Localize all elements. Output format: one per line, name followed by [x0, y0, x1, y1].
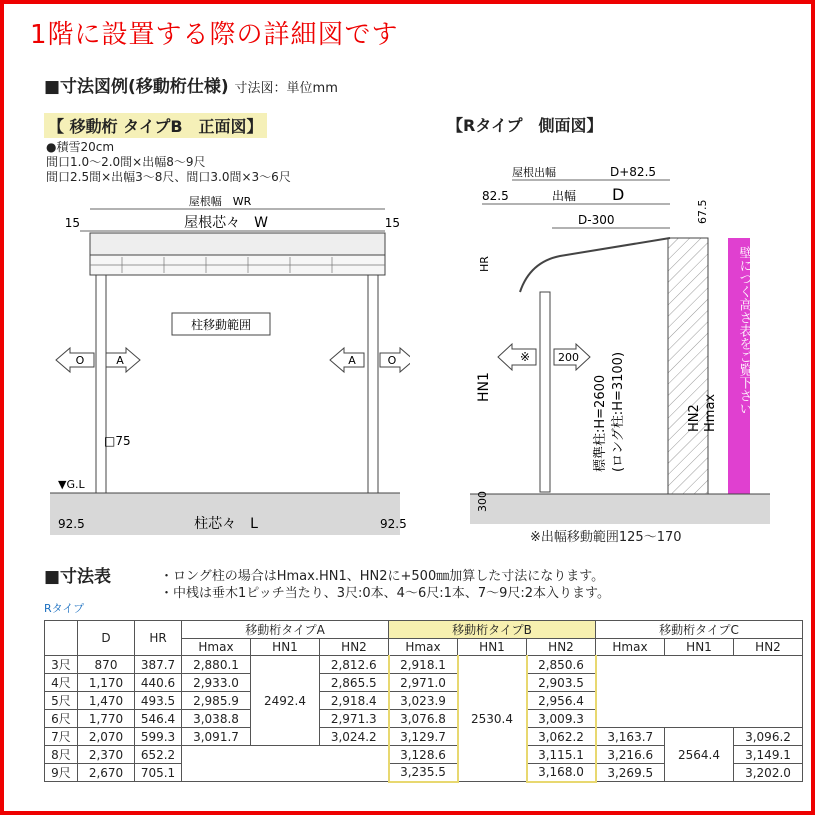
kome-label: ※	[520, 350, 531, 364]
roof-width-label: 屋根幅 WR	[188, 195, 252, 208]
note-long-column: ・ロング柱の場合はHmax.HN1、HN2に+500㎜加算した寸法になります。	[160, 569, 605, 584]
cell-a-hn2: 3,024.2	[320, 728, 389, 746]
front-view-label: 【 移動桁 タイプB 正面図】	[44, 113, 267, 138]
cell-size: 8尺	[45, 746, 78, 764]
cell-a-hn2: 2,812.6	[320, 656, 389, 674]
cell-hr: 440.6	[135, 674, 182, 692]
cell-a-hn2: 2,971.3	[320, 710, 389, 728]
left-925: 92.5	[58, 517, 85, 531]
dimension-heading	[44, 72, 338, 97]
front-view-diagram	[40, 195, 410, 540]
right-15: 15	[384, 216, 400, 230]
cell-b-hn2: 3,168.0	[527, 764, 596, 782]
b-hn2-head: HN2	[527, 639, 596, 656]
roof-core-label: 屋根芯々 W	[184, 215, 268, 231]
group-a: 移動桁タイプA	[182, 621, 389, 639]
front-notes	[46, 140, 291, 185]
long-col-label: (ロング柱:H=3100)	[611, 351, 626, 472]
cell-b-hmax: 3,023.9	[389, 692, 458, 710]
right-post	[368, 275, 378, 493]
head-d: D	[78, 621, 135, 656]
b-hmax-head: Hmax	[389, 639, 458, 656]
cell-d: 1,770	[78, 710, 135, 728]
cell-a-hmax: 2,880.1	[182, 656, 251, 674]
c-hn2-head: HN2	[734, 639, 803, 656]
a-hn2-head: HN2	[320, 639, 389, 656]
post-size-label: □75	[104, 434, 131, 448]
c-hn1-head: HN1	[665, 639, 734, 656]
cell-a-hn2: 2,918.4	[320, 692, 389, 710]
arrow-a-left-text: A	[116, 354, 124, 367]
table-heading: ■寸法表	[44, 567, 112, 587]
cell-a-hmax: 2,985.9	[182, 692, 251, 710]
cell-size: 6尺	[45, 710, 78, 728]
side-ground	[470, 494, 770, 524]
table-caption: Rタイプ	[44, 602, 85, 615]
cell-c-hn1: 2564.4	[665, 728, 734, 782]
cell-b-hmax: 3,235.5	[389, 764, 458, 782]
side-view-diagram	[460, 162, 780, 532]
wall	[668, 238, 708, 494]
cell-hr: 546.4	[135, 710, 182, 728]
cell-b-hn1: 2530.4	[458, 656, 527, 782]
cell-b-hmax: 3,076.8	[389, 710, 458, 728]
hn2-label: HN2	[687, 404, 702, 432]
cell-a-hn2: 2,865.5	[320, 674, 389, 692]
cell-a-hmax: 3,038.8	[182, 710, 251, 728]
group-b: 移動桁タイプB	[389, 621, 596, 639]
cell-hr: 599.3	[135, 728, 182, 746]
side-arrow-left	[498, 344, 536, 370]
cell-c-empty	[596, 656, 803, 728]
out-label: 出幅	[552, 189, 577, 203]
note-middle-bar: ・中桟は垂木1ピッチ当たり、3尺:0本、4〜6尺:1本、7〜9尺:2本入ります。	[160, 586, 611, 601]
head-size	[45, 621, 78, 656]
std-col-label: 標準柱:H=2600	[593, 374, 608, 472]
page-title: 1階に設置する際の詳細図です	[30, 20, 399, 50]
cell-a-hmax: 3,091.7	[182, 728, 251, 746]
group-c: 移動桁タイプC	[596, 621, 803, 639]
left-15: 15	[64, 216, 80, 230]
cell-b-hn2: 3,062.2	[527, 728, 596, 746]
cell-size: 7尺	[45, 728, 78, 746]
hr-label: HR	[478, 256, 491, 272]
cell-d: 2,070	[78, 728, 135, 746]
cell-a-hn1: 2492.4	[251, 656, 320, 746]
v675-label: 67.5	[696, 199, 709, 224]
cell-hr: 387.7	[135, 656, 182, 674]
cell-b-hn2: 2,956.4	[527, 692, 596, 710]
hmax-label: Hmax	[703, 393, 718, 432]
cell-c-hn2: 3,149.1	[734, 746, 803, 764]
d300-label: D-300	[578, 213, 615, 227]
cell-c-hn2: 3,096.2	[734, 728, 803, 746]
cell-a-hmax: 2,933.0	[182, 674, 251, 692]
cell-size: 9尺	[45, 764, 78, 782]
table-notes	[160, 568, 610, 602]
head-hr: HR	[135, 621, 182, 656]
roof-panel	[90, 233, 385, 255]
cell-b-hn2: 3,115.1	[527, 746, 596, 764]
side-footnote: ※出幅移動範囲125〜170	[530, 530, 682, 545]
a-hn1-head: HN1	[251, 639, 320, 656]
hn1-label: HN1	[476, 372, 492, 402]
side-post	[540, 292, 550, 492]
d825-label: D+82.5	[610, 165, 657, 179]
arrow-o-right-text: O	[387, 354, 397, 367]
v300-label: 300	[476, 491, 489, 512]
column-range-label: 柱移動範囲	[190, 318, 252, 332]
cell-d: 870	[78, 656, 135, 674]
cell-d: 2,370	[78, 746, 135, 764]
wall-note-text: 壁につく高さ表をご覧下さい	[736, 246, 752, 415]
cell-b-hn2: 2,903.5	[527, 674, 596, 692]
arrow-o-left-text: O	[75, 354, 85, 367]
cell-size: 4尺	[45, 674, 78, 692]
cell-c-hmax: 3,163.7	[596, 728, 665, 746]
table-row	[45, 728, 803, 746]
left-post	[96, 275, 106, 493]
d-label: D	[612, 185, 625, 204]
cell-b-hmax: 2,918.1	[389, 656, 458, 674]
table-row	[45, 656, 803, 674]
cell-size: 3尺	[45, 656, 78, 674]
column-core-label: 柱芯々 L	[194, 516, 258, 532]
arrow-a-right-text: A	[348, 354, 356, 367]
right-925: 92.5	[380, 517, 407, 531]
cell-d: 2,670	[78, 764, 135, 782]
dimension-heading-text: ■寸法図例(移動桁仕様)	[44, 77, 229, 97]
note-snow: ●積雪20cm	[46, 140, 115, 154]
roof-profile	[520, 238, 670, 292]
cell-c-hmax: 3,216.6	[596, 746, 665, 764]
cell-b-hmax: 2,971.0	[389, 674, 458, 692]
side-view-label: 【Rタイプ 側面図】	[447, 116, 603, 135]
table-header-row-1	[45, 621, 803, 639]
cell-hr: 652.2	[135, 746, 182, 764]
cell-hr: 705.1	[135, 764, 182, 782]
cell-b-hn2: 3,009.3	[527, 710, 596, 728]
dimension-table	[44, 620, 803, 783]
c-hmax-head: Hmax	[596, 639, 665, 656]
cell-a-empty	[182, 746, 389, 782]
cell-c-hn2: 3,202.0	[734, 764, 803, 782]
unit-note: 寸法図：単位mm	[234, 81, 338, 96]
gl-label: ▼G.L	[58, 478, 85, 491]
d825-left: 82.5	[482, 189, 509, 203]
cell-d: 1,470	[78, 692, 135, 710]
a-hmax-head: Hmax	[182, 639, 251, 656]
v200-label: 200	[558, 351, 579, 364]
note-span-2: 間口2.5間×出幅3〜8尺、間口3.0間×3〜6尺	[46, 170, 291, 184]
cell-b-hmax: 3,129.7	[389, 728, 458, 746]
cell-hr: 493.5	[135, 692, 182, 710]
note-span-1: 間口1.0〜2.0間×出幅8〜9尺	[46, 155, 206, 169]
cell-c-hmax: 3,269.5	[596, 764, 665, 782]
arrow-left-a	[330, 348, 364, 372]
roof-out-label: 屋根出幅	[512, 166, 556, 179]
cell-d: 1,170	[78, 674, 135, 692]
cell-b-hn2: 2,850.6	[527, 656, 596, 674]
b-hn1-head: HN1	[458, 639, 527, 656]
cell-b-hmax: 3,128.6	[389, 746, 458, 764]
cell-size: 5尺	[45, 692, 78, 710]
